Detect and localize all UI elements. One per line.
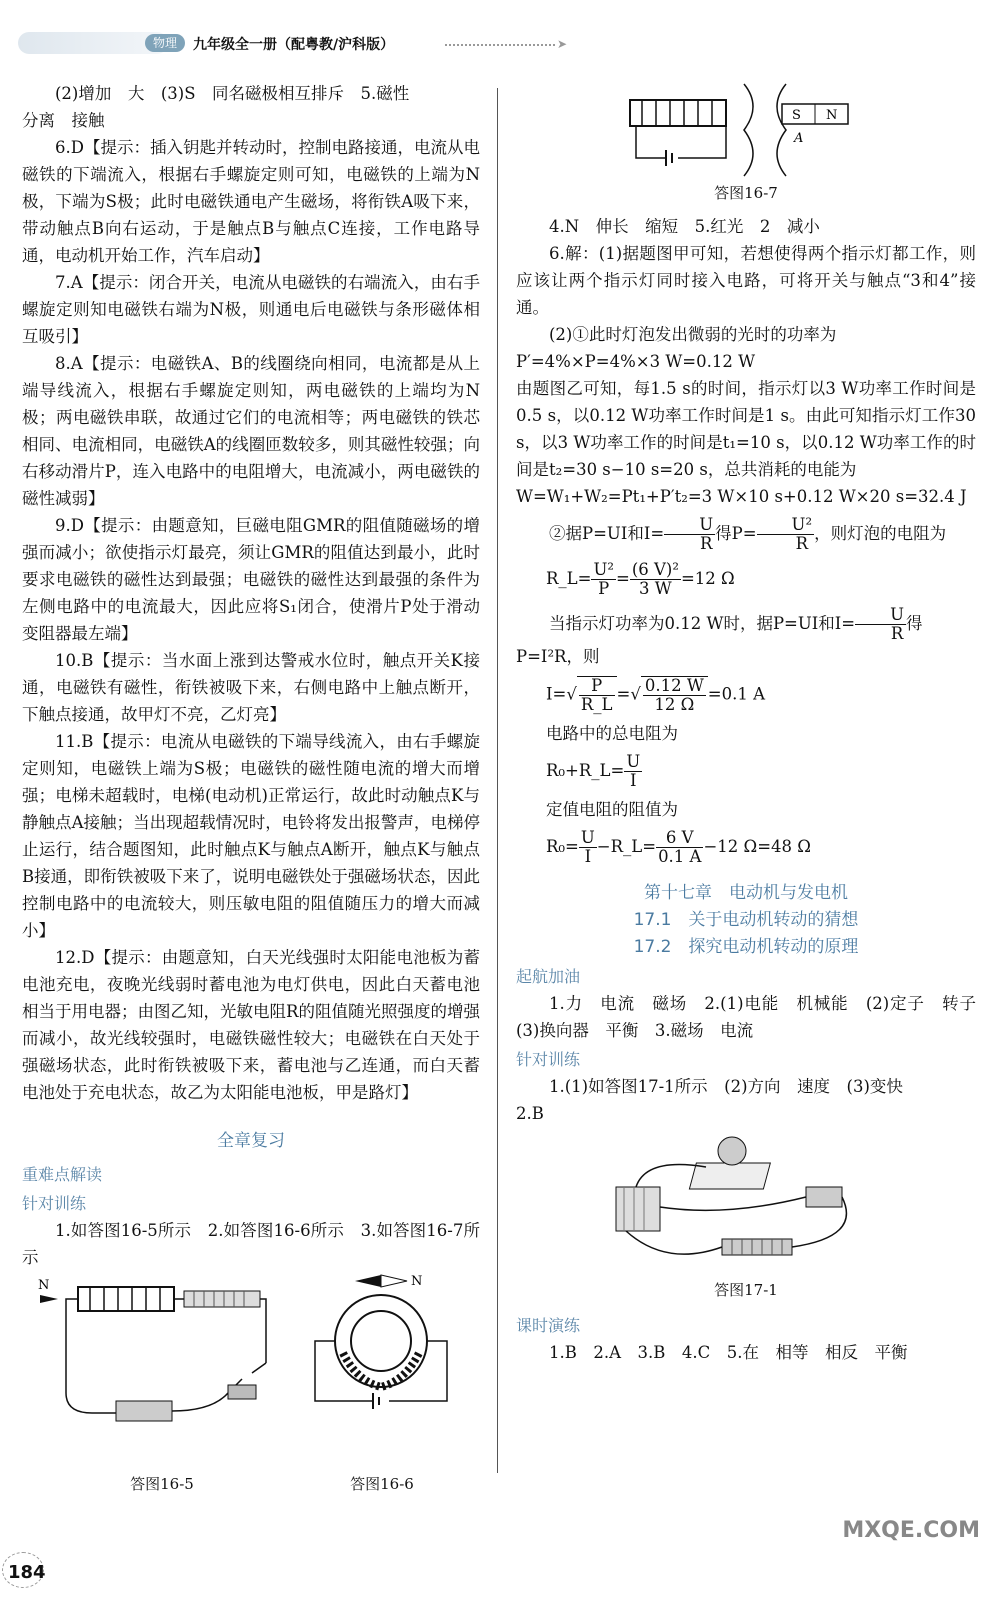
equation: [516, 829, 976, 866]
text-run: −R_L=: [596, 837, 657, 856]
equation: [516, 753, 976, 790]
denominator: I: [630, 771, 637, 790]
fig6-N-label: N: [411, 1274, 423, 1289]
figure-caption: 答图17-1: [714, 1281, 778, 1299]
text-run: 得: [906, 614, 923, 633]
answer-11: 11.B【提示：电流从电磁铁的下端导线流入，由右手螺旋定则知，电磁铁上端为S极；电磁铁的磁性随电流的增大而增强；电梯未超载时，电梯(电动机)正常运行，故此时动触点K与静触点A接触；当出现超载情况时，电铃将发出报警声，电梯停止运行，结合题图知，此时触点K与触点A断开，触点K与触点B接通，即衔铁被吸下来了，说明电磁铁处于强磁场状态，因此控制电路中的电流较大，则压敏电阻的阻值随压力的增大而减小】: [22, 732, 480, 940]
subsection-title: 重难点解读: [22, 1165, 103, 1184]
answer-block: 1.B 2.A 3.B 4.C 5.在 相等 相反 平衡: [549, 1343, 908, 1362]
text-run: R_L=: [546, 569, 592, 588]
field-lines: [744, 84, 786, 176]
answer-line: 分离 接触: [22, 111, 105, 130]
watermark: MXQE.COM: [842, 1518, 980, 1543]
wires: [636, 126, 726, 158]
text-run: R₀+R_L=: [546, 761, 625, 780]
denominator: 3 W: [639, 579, 672, 598]
answer-7: 7.A【提示：闭合开关，电流从电磁铁的右端流入，由右手螺旋定则知电磁铁右端为N极，则通电后电磁铁与条形磁体相互吸引】: [22, 273, 480, 346]
fraction: [577, 676, 617, 714]
subject-badge: 物理: [145, 34, 185, 52]
left-column: [22, 80, 480, 1501]
figure-caption: 答图16-6: [350, 1475, 414, 1493]
answer-12: 12.D【提示：由题意知，白天光线强时太阳能电池板为蓄电池充电，夜晚光线弱时蓄电池为电灯供电，因此白天蓄电池相当于用电器；由图乙知，光敏电阻R的阻值随光照强度的增强而减小，故光线较强时，电磁铁磁性较大；电磁铁在白天处于强磁场状态，此时衔铁被吸下来，蓄电池与乙连通，而白天蓄电池处于充电状态，故乙为太阳能电池板，甲是路灯】: [22, 948, 480, 1102]
equation: P′=4%×P=4%×3 W=0.12 W: [516, 352, 756, 371]
answer-8: 8.A【提示：电磁铁A、B的线圈绕向相同，电流都是从上端导线流入，根据右手螺旋定则知，两电磁铁的上端均为N极；两电磁铁串联，故通过它们的电流相等；两电磁铁的铁芯相同、电流相同，电磁铁A的线圈匝数较多，则其磁性较强；向右移动滑片P，连入电路中的电阻增大，电流减小，两电磁铁的磁性减弱】: [22, 354, 480, 508]
text-run: =12 Ω: [680, 569, 735, 588]
fig5-N-label: N: [38, 1278, 50, 1293]
text-run: R₀=: [546, 837, 579, 856]
answer-6-part1: 6.解：(1)据题图甲可知，若想使得两个指示灯都工作，则应该让两个指示灯同时接入电路，可将开关与触点“3和4”接通。: [516, 244, 976, 317]
denominator: R_L: [580, 695, 613, 714]
fraction: [855, 606, 906, 643]
ring-core-inner: [351, 1311, 411, 1371]
text-run: ②据P=UI和I=: [549, 524, 665, 543]
answer-line: (2)增加 大 (3)S 同名磁极相互排斥 5.磁性: [55, 84, 410, 103]
denominator: 0.1 A: [658, 847, 702, 866]
switch: [228, 1385, 256, 1399]
equation-label: 定值电阻的阻值为: [546, 800, 678, 819]
figure-17-1: [606, 1127, 866, 1277]
text-run: I=: [546, 684, 567, 704]
book-title: 九年级全一册（配粤教/沪科版）: [193, 37, 395, 53]
numerator: (6 V)²: [631, 560, 679, 579]
review-title: 全章复习: [217, 1131, 285, 1151]
numerator: 0.12 W: [644, 676, 704, 695]
answer-6-part5: [516, 606, 976, 643]
denominator: R: [699, 534, 713, 553]
fig7-A-label: A: [794, 131, 804, 146]
equation-label: 电路中的总电阻为: [546, 724, 678, 743]
numerator: U: [580, 828, 595, 847]
numerator: U: [626, 752, 641, 771]
numerator: P: [579, 677, 615, 696]
figure-row: [22, 1271, 480, 1471]
answer-6-part2: (2)①此时灯泡发出微弱的光时的功率为: [549, 325, 837, 344]
denominator: 12 Ω: [654, 695, 695, 714]
page-number: 184: [8, 1562, 46, 1583]
figure-16-7: [626, 80, 866, 180]
subsection-title: 针对训练: [22, 1194, 87, 1213]
subsection-title: 针对训练: [516, 1050, 581, 1069]
answer-9: 9.D【提示：由题意知，巨磁电阻GMR的阻值随磁场的增强而减小；欲使指示灯最亮，须让GMR的阻值达到最小，此时要求电磁铁的磁性达到最强；电磁铁的磁性达到最强的条件为左侧电路中的电流最大，因此应将S₁闭合，使滑片P处于滑动变阻器最左端】: [22, 516, 480, 643]
arrow-icon: ➤: [557, 37, 568, 51]
page-header: [0, 0, 996, 72]
figure-16-5: [32, 1273, 272, 1433]
equation: R_L= $\frac{\text{U²}}{P}$ = $\frac{\text{(6 V)²}}{3 W}$ =12 Ω: [546, 560, 735, 598]
fig7-S-label: S: [792, 108, 801, 123]
fraction: [624, 753, 642, 790]
subsection-title: 课时演练: [516, 1316, 581, 1335]
ring-core: [335, 1295, 427, 1387]
answer-6-part4: [516, 516, 976, 553]
header-dots: [445, 44, 555, 46]
denominator: P: [598, 579, 610, 598]
equation: I=√ $\frac{P}{R\_L}$ =√ $\frac{0.12 W}{12 \Omega}$ =0.1 A: [546, 676, 766, 714]
answer-block: 1.(1)如答图17-1所示 (2)方向 速度 (3)变快: [549, 1077, 903, 1096]
figure-caption: 答图16-7: [714, 184, 778, 202]
text-run: 得P=: [715, 524, 757, 543]
needle-icon: [381, 1275, 407, 1287]
text-run: −12 Ω=48 Ω: [703, 837, 811, 856]
answer-block: 2.B: [516, 1104, 544, 1123]
text-run: ，则灯泡的电阻为: [814, 524, 947, 543]
figure-caption: 答图16-5: [130, 1475, 194, 1493]
equation: P=I²R，则: [516, 647, 600, 666]
motor-coil: [718, 1137, 746, 1165]
figure-16-6: [307, 1271, 457, 1431]
switch: [806, 1187, 842, 1207]
numerator: U²: [757, 516, 815, 535]
fraction: [591, 561, 616, 598]
numerator: 6 V: [656, 829, 703, 848]
fraction: [664, 516, 715, 553]
fraction: [656, 829, 703, 866]
denominator: R: [890, 624, 904, 643]
answer-4: 4.N 伸长 缩短 5.红光 2 减小: [549, 217, 820, 236]
subsection-title: 起航加油: [516, 967, 581, 986]
coil-windings: [90, 1287, 160, 1311]
battery: [116, 1401, 172, 1421]
answer-10: 10.B【提示：当水面上涨到达警戒水位时，触点开关K接通，电磁铁有磁性，衔铁被吸下来，右侧电路中上触点断开，下触点接通，故甲灯不亮，乙灯亮】: [22, 651, 480, 724]
fraction: [757, 516, 815, 553]
text-run: 当指示灯功率为0.12 W时，据P=UI和I=: [549, 614, 856, 633]
chapter-title: 第十七章 电动机与发电机: [644, 883, 848, 903]
answer-block: 1.力 电流 磁场 2.(1)电能 机械能 (2)定子 转子 (3)换向器 平衡 3.磁场 电流: [516, 994, 993, 1040]
numerator: U²: [593, 560, 614, 579]
coil-windings: [642, 100, 712, 126]
battery-symbol: [373, 1393, 379, 1409]
numerator: U: [855, 606, 906, 625]
equation: W=W₁+W₂=Pt₁+P′t₂=3 W×10 s+0.12 W×20 s=32.4 J: [516, 487, 967, 506]
fraction: [641, 676, 708, 714]
numerator: U: [664, 516, 715, 535]
battery-box: [616, 1187, 660, 1231]
denominator: I: [584, 847, 592, 866]
needle-icon: [355, 1275, 381, 1287]
battery-symbol: [666, 150, 672, 166]
answer-6-part3: 由题图乙可知，每1.5 s的时间，指示灯以3 W功率工作时间是0.5 s，以0.12 W功率工作时间是1 s。由此可知指示灯工作30 s，以3 W功率工作的时间是t₁=10 s，以0.12 W功率工作的时间是t₂=30 s−10 s=20 s，总共消耗的电能为: [516, 379, 976, 479]
fraction: [630, 561, 681, 598]
column-divider: [497, 88, 498, 1473]
section-title: 17.1 关于电动机转动的猜想: [633, 910, 859, 930]
section-title: 17.2 探究电动机转动的原理: [633, 937, 859, 957]
right-column: [516, 80, 993, 1366]
answer-6: 6.D【提示：插入钥匙并转动时，控制电路接通，电流从电磁铁的下端流入，根据右手螺旋定则可知，电磁铁的上端为N极，下端为S极；此时电磁铁通电产生磁场，将衔铁A吸下来，带动触点B向右运动，于是触点B与触点C连接，工作电路导通，电动机开始工作，汽车启动】: [22, 138, 480, 265]
denominator: R: [795, 534, 809, 553]
text-run: =0.1 A: [707, 684, 766, 704]
fraction: [579, 829, 597, 866]
rheostat: [184, 1291, 260, 1307]
fig7-N-label: N: [826, 108, 838, 123]
review-answer: 1.如答图16-5所示 2.如答图16-6所示 3.如答图16-7所示: [22, 1221, 480, 1267]
pointer-icon: [40, 1295, 58, 1303]
